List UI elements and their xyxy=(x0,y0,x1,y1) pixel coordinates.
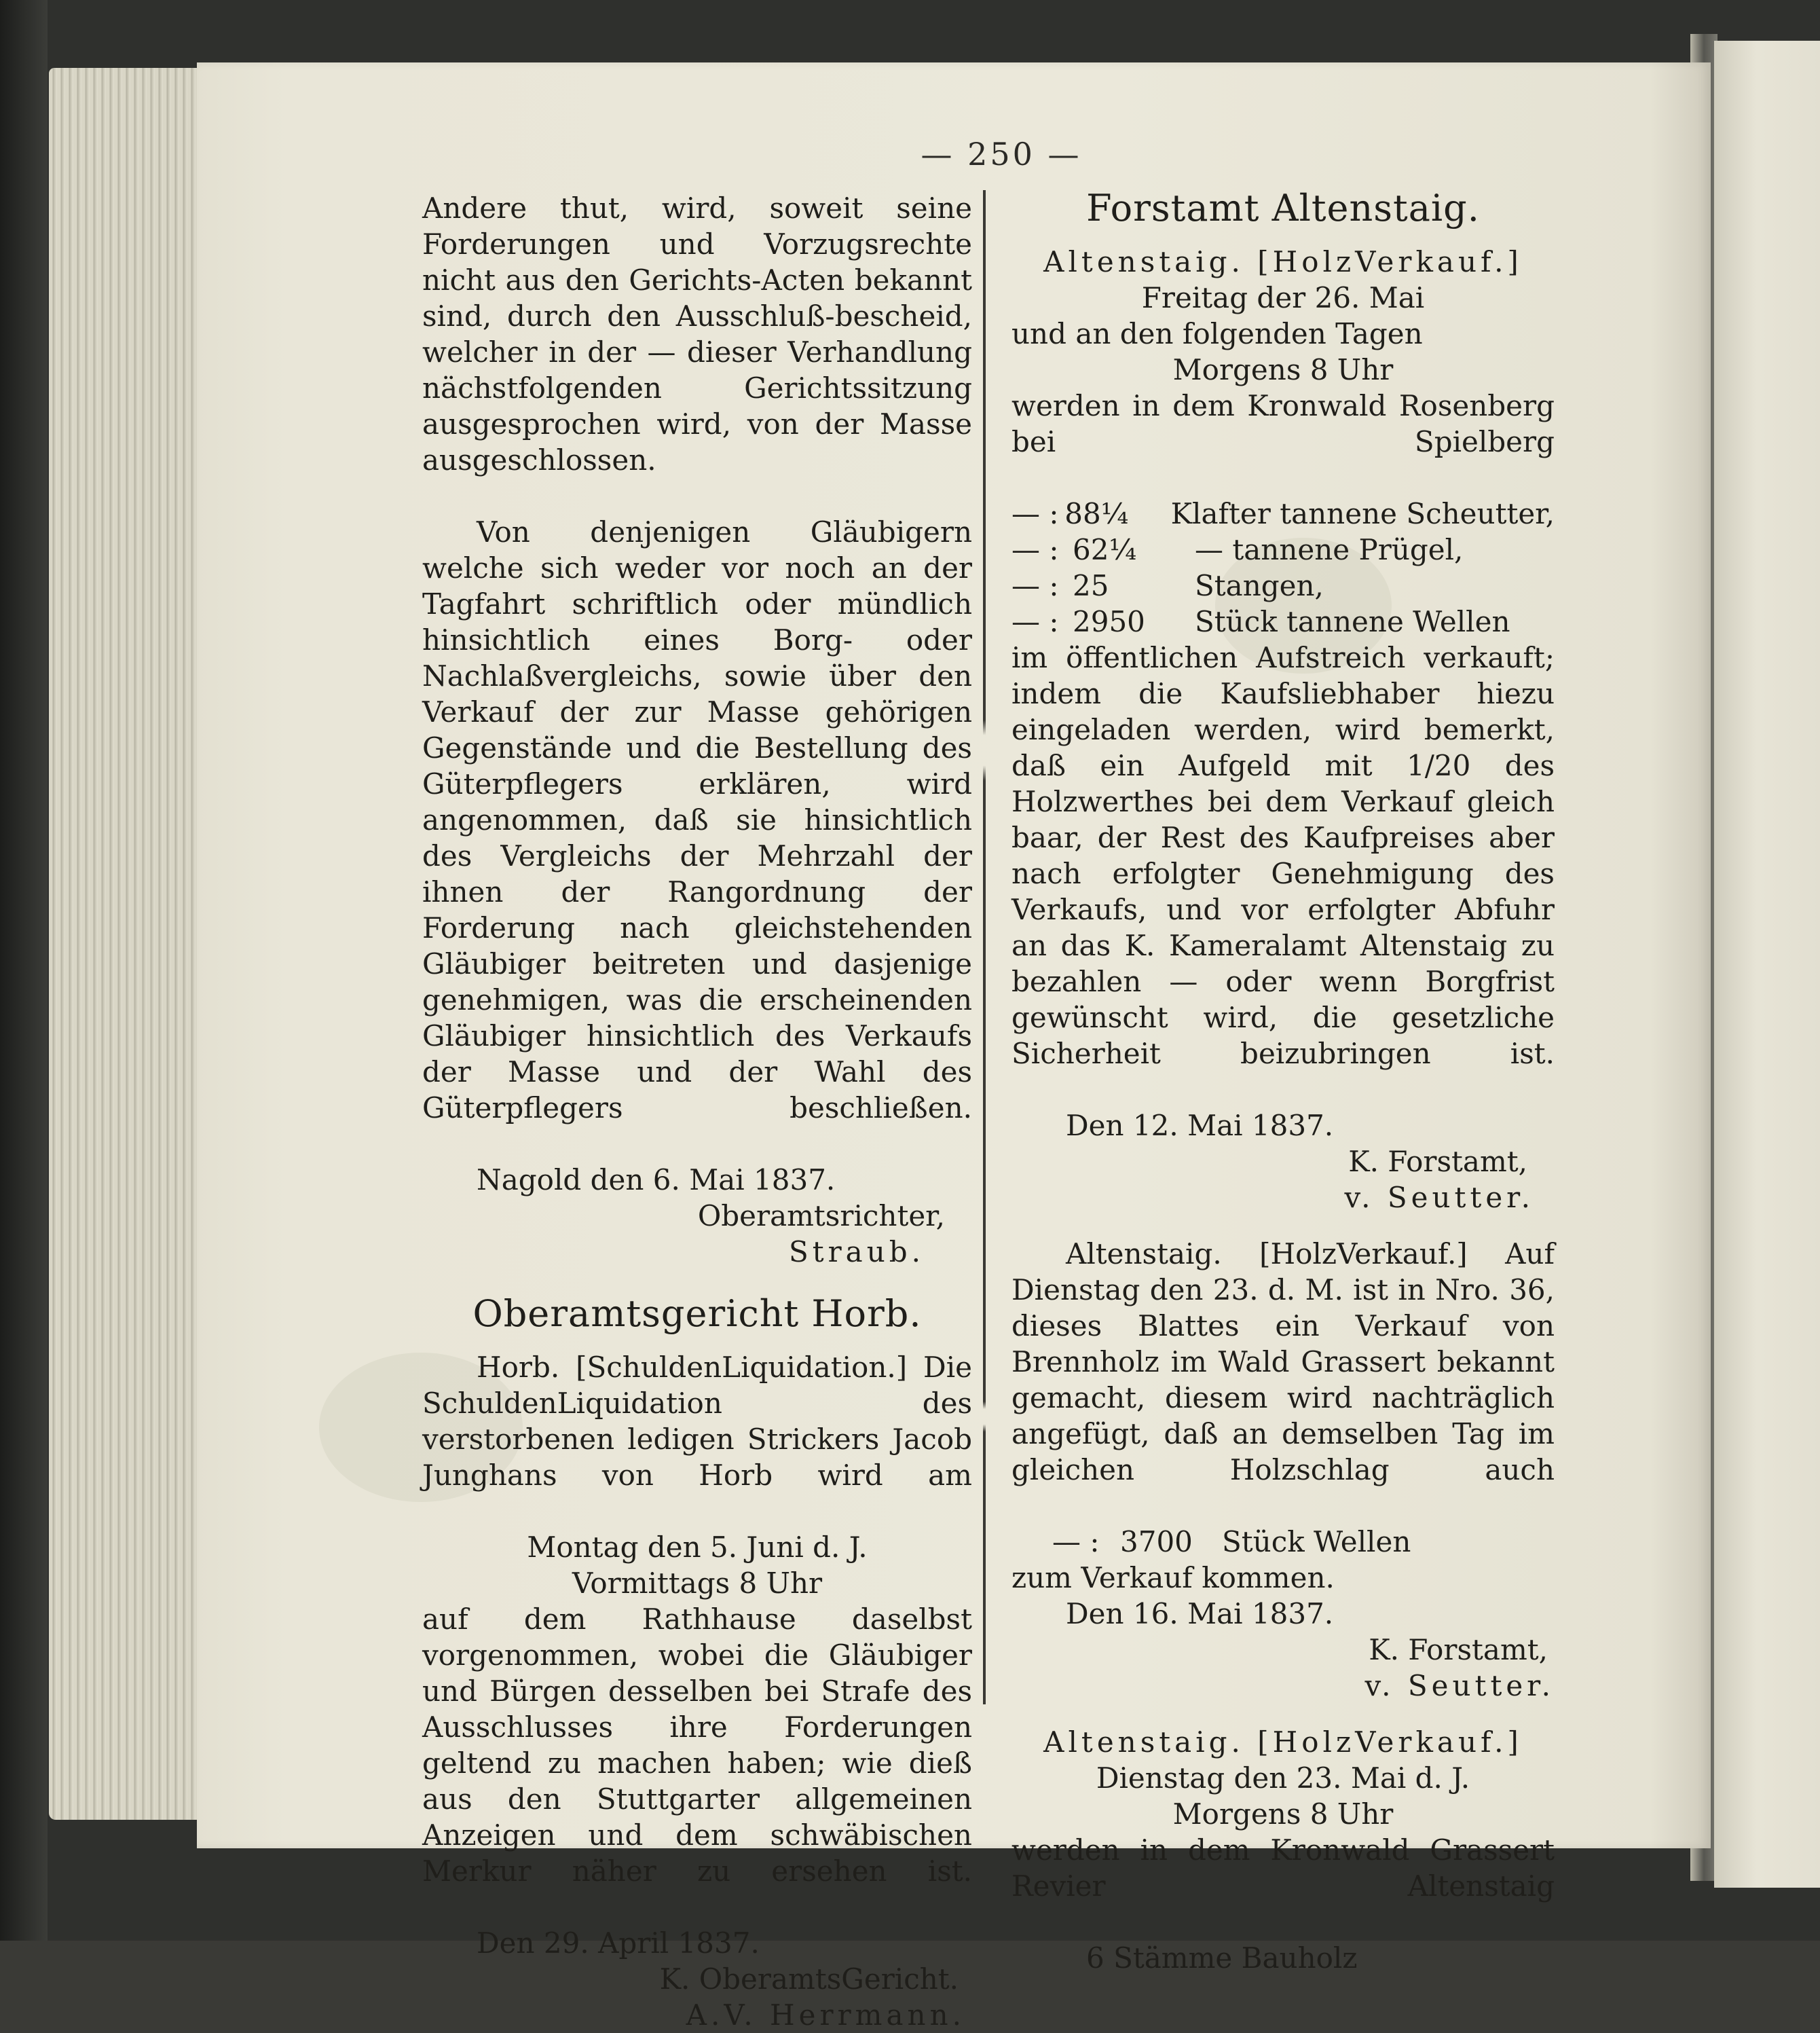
paragraph-forderungen: Andere thut, wird, soweit seine Forderungen und Vorzugsrechte nicht aus den Gerichts-Acten bekannt sind, durch den Ausschluß-bescheid, welcher in der — dieser Verhandlung nächstfolgenden Gerichtssitzung ausgesprochen wird, von der Masse ausgeschlossen. xyxy=(422,191,972,477)
signature-title: Oberamtsrichter, xyxy=(697,1199,945,1232)
notice2-body: Altenstaig. [HolzVerkauf.] Auf Dienstag den 23. d. M. ist in Nro. 36, dieses Blattes ein Verkauf von Brennholz im Wald Grassert bekannt gemacht, diesem wird nachträglich angefügt, daß an demselben Tag im gleichen Holzschlag auch xyxy=(1011,1237,1555,1486)
paragraph-rathhause: auf dem Rathhause daselbst vorgenommen, wobei die Gläubiger und Bürgen desselben bei Strafe des Ausschlusses ihre Forderungen geltend zu machen haben; wie dieß aus den Stuttgarter allgemeinen Anzeigen und dem schwäbischen Merkur näher zu ersehen ist. xyxy=(422,1602,972,1888)
wood-item-list xyxy=(1011,496,1555,640)
section-heading-forstamt: Forstamt Altenstaig. xyxy=(1086,187,1480,230)
item-description: Stück tannene Wellen xyxy=(1195,605,1510,638)
wood-item xyxy=(1011,1524,1555,1560)
wood-item xyxy=(1011,496,1555,532)
item-quantity: 88¼ xyxy=(1064,497,1129,530)
signature-name: Straub. xyxy=(788,1235,925,1268)
wood-item xyxy=(1011,568,1555,604)
item-quantity: 25 xyxy=(1073,569,1109,602)
notice1-signature-name: v. Seutter. xyxy=(1344,1181,1534,1214)
place-date: Nagold den 6. Mai 1837. xyxy=(477,1163,836,1196)
book-cover-left xyxy=(0,0,48,1941)
wood-item xyxy=(1011,532,1555,568)
item-description: Klafter tannene Scheutter, xyxy=(1170,497,1555,530)
item-quantity: 2950 xyxy=(1073,605,1145,638)
notice-date: Den 29. April 1837. xyxy=(477,1926,760,1960)
facing-page xyxy=(1714,41,1820,1888)
appointment-time: Vormittags 8 Uhr xyxy=(572,1567,823,1600)
signature-court: K. OberamtsGericht. xyxy=(659,1962,959,1996)
page-number: — 250 — xyxy=(921,136,1082,172)
section-heading-horb: Oberamtsgericht Horb. xyxy=(472,1292,922,1335)
notice3-location: werden in dem Kronwald Grassert Revier Altenstaig xyxy=(1011,1833,1555,1903)
notice1-location: werden in dem Kronwald Rosenberg bei Spielberg xyxy=(1011,389,1555,458)
item-description: — tannene Prügel, xyxy=(1195,533,1464,566)
item-description: Stück Wellen xyxy=(1222,1525,1411,1558)
item-dash: — : xyxy=(1052,1525,1100,1558)
item-quantity: 62¼ xyxy=(1073,533,1137,566)
notice2-signature-title: K. Forstamt, xyxy=(1369,1633,1548,1666)
notice1-signature-title: K. Forstamt, xyxy=(1348,1145,1527,1178)
notice2-signature-name: v. Seutter. xyxy=(1364,1669,1555,1702)
item-quantity: 3700 xyxy=(1120,1525,1193,1558)
appointment-date: Montag den 5. Juni d. J. xyxy=(527,1531,868,1564)
signature-herrmann: A.V. Herrmann. xyxy=(686,1998,965,2032)
paragraph-schuldenliquidation: Horb. [SchuldenLiquidation.] Die SchuldenLiquidation des verstorbenen ledigen Strickers Jacob Junghans von Horb wird am xyxy=(422,1351,972,1492)
notice3-head: Altenstaig. [HolzVerkauf.] xyxy=(1043,1725,1523,1759)
item-dash: — : xyxy=(1011,569,1059,602)
notice1-following: und an den folgenden Tagen xyxy=(1011,317,1423,350)
page-edges xyxy=(49,68,205,1820)
notice1-time: Morgens 8 Uhr xyxy=(1172,353,1394,386)
column-divider xyxy=(983,190,986,1704)
notice2-date: Den 16. Mai 1837. xyxy=(1066,1597,1334,1630)
notice3-day: Dienstag den 23. Mai d. J. xyxy=(1096,1761,1470,1795)
wood-item xyxy=(1011,604,1555,640)
notice2-tail: zum Verkauf kommen. xyxy=(1011,1561,1335,1594)
paragraph-glaeubiger: Von denjenigen Gläubigern welche sich weder vor noch an der Tagfahrt schriftlich oder mündlich hinsichtlich eines Borg- oder Nachlaßvergleichs, sowie über den Verkauf der zur Masse gehörigen Gegenstände und die Bestellung des Güterpflegers erklären, wird angenommen, daß sie hinsichtlich des Vergleichs der Mehrzahl der ihnen der Rangordnung der Forderung nach gleichstehenden Gläubiger beitreten und dasjenige genehmigen, was die erscheinenden Gläubiger hinsichtlich des Verkaufs der Masse und der Wahl des Güterpflegers beschließen. xyxy=(422,515,972,1124)
item-description: Stangen, xyxy=(1195,569,1324,602)
notice3-time: Morgens 8 Uhr xyxy=(1172,1797,1394,1831)
right-column xyxy=(1011,187,1555,1976)
notice1-date: Den 12. Mai 1837. xyxy=(1066,1109,1334,1142)
notice1-day: Freitag der 26. Mai xyxy=(1141,281,1425,314)
item-dash: — : xyxy=(1011,605,1059,638)
item-dash: — : xyxy=(1011,497,1059,530)
item-dash: — : xyxy=(1011,533,1059,566)
notice3-item: 6 Stämme Bauholz xyxy=(1086,1941,1358,1975)
notice1-head: Altenstaig. [HolzVerkauf.] xyxy=(1043,245,1523,278)
left-column xyxy=(422,190,972,2033)
notice1-body: im öffentlichen Aufstreich verkauft; indem die Kaufsliebhaber hiezu eingeladen werden, wird bemerkt, daß ein Aufgeld mit 1/20 des Holzwerthes bei dem Verkauf gleich baar, der Rest des Kaufpreises aber nach erfolgter Genehmigung des Verkaufs, und vor erfolgter Abfuhr an das K. Kameralamt Altenstaig zu bezahlen — oder wenn Borgfrist gewünscht wird, die gesetzliche Sicherheit beizubringen ist. xyxy=(1011,641,1555,1070)
